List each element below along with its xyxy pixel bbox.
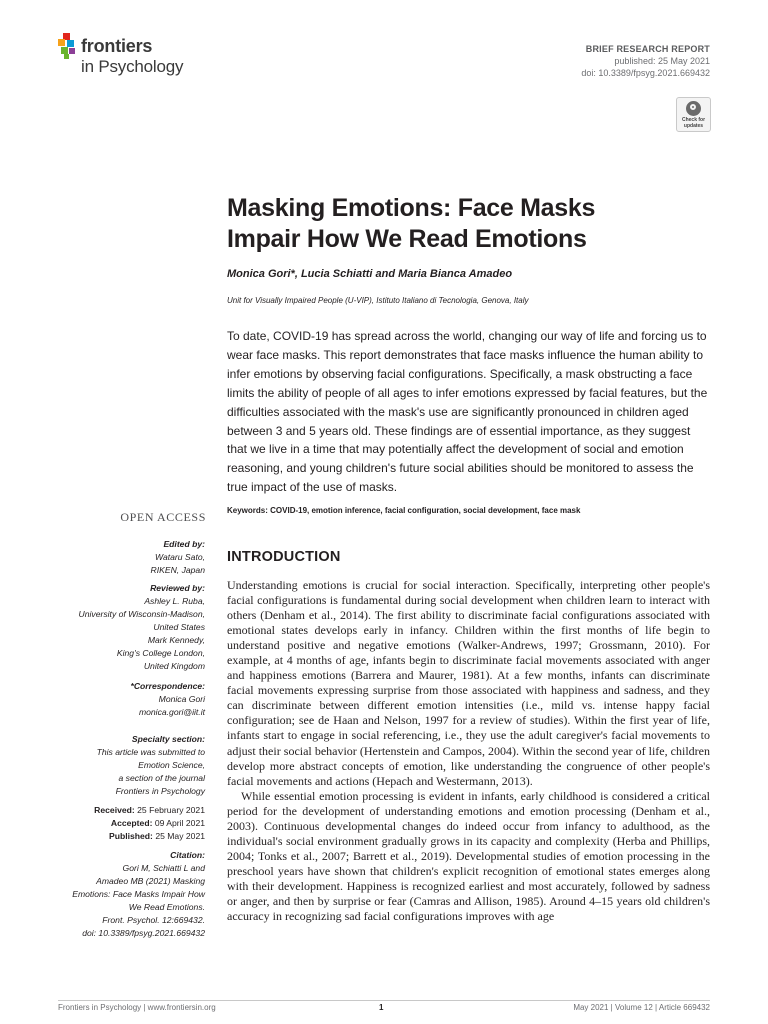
sidebar-line: Emotion Science,	[138, 760, 205, 770]
keywords-list: COVID-19, emotion inference, facial configuration, social development, face mask	[270, 506, 581, 515]
open-access-label: OPEN ACCESS	[120, 510, 206, 524]
edited-by-label: Edited by:	[163, 539, 205, 549]
section-heading-introduction: INTRODUCTION	[227, 549, 341, 565]
accepted-label: Accepted:	[110, 818, 153, 828]
keywords-label: Keywords:	[227, 506, 268, 515]
sidebar-line: King's College London,	[116, 648, 205, 658]
footer-volume-info: May 2021 | Volume 12 | Article 669432	[573, 1003, 710, 1012]
sidebar-line: Front. Psychol. 12:669432.	[102, 915, 205, 925]
sidebar-line: Monica Gori	[158, 694, 205, 704]
sidebar-line: United States	[153, 622, 205, 632]
article-dates	[94, 804, 205, 843]
introduction-body	[227, 578, 710, 924]
author-list[interactable]: Monica Gori*, Lucia Schiatti and Maria Bianca Amadeo	[227, 268, 513, 280]
page-number: 1	[379, 1003, 384, 1012]
reviewed-by	[79, 582, 205, 673]
sidebar-line: We Read Emotions.	[128, 902, 205, 912]
citation-doi[interactable]: doi: 10.3389/fpsyg.2021.669432	[82, 928, 205, 938]
paragraph: Understanding emotions is crucial for social interaction. Specifically, interpreting other people's facial configurations is fundamental during social development when children learn to interact with others (Denham et al., 2014). The first ability to discriminate facial configurations associated with emotional states develops early in infancy. Children within the first months of life begin to understand positive and negative emotions (Walker-Andrews, 1997; Grossmann, 2010). For example, at 4 months of age, infants begin to discriminate facial movements associated with anger and happiness emotions (Barrera and Maurer, 1981). At a few months, infants can discriminate facial movements expressing surprise from those associated with happiness and sadness, and they can discriminate between different emotion intensities (i.e., mild vs. intense happy facial configuration; see de Haan and Nelson, 1997 for a review of studies). Within the first year of life, infants start to engage in social referencing, i.e., they use the adult caregiver's facial movements to adjust their social behavior (Hertenstein and Campos, 2004). Within the second year of life, children develop more abstract concepts of emotion, like understanding the congruence of other people's facial movements and actions (Hepach and Westermann, 2013).	[227, 578, 710, 788]
article-meta-header	[581, 43, 710, 79]
footer-divider	[58, 1000, 710, 1001]
citation-label: Citation:	[170, 850, 205, 860]
sidebar-line: Ashley L. Ruba,	[144, 596, 205, 606]
sidebar-line: a section of the journal	[118, 773, 205, 783]
title-line-2: Impair How We Read Emotions	[227, 225, 587, 253]
correspondence-label: *Correspondence:	[130, 681, 205, 691]
reviewed-by-label: Reviewed by:	[150, 583, 205, 593]
paragraph: While essential emotion processing is evident in infants, early childhood is considered a critical period for the development of understanding emotions and emotion processing (Denham et al., 2003). Continuous developmental changes do indeed occur from infancy to adulthood, as the individual's social environment gradually grows in its capacity and complexity (Herba and Phillips, 2004; Tonks et al., 2007; Barrett et al., 2019). Developmental studies of emotion processing in the preschool years have shown that children's explicit recognition of emotional states emerges along with their development. Happiness is recognized earliest and most accurately, followed by sadness or anger, and then by surprise or fear (Camras and Allison, 1985). Around 4–15 years old children's accuracy in recognizing sad facial configurations improves with age	[227, 788, 710, 924]
accepted-date	[94, 817, 205, 830]
check-for-updates-badge[interactable]	[676, 97, 711, 132]
accepted-value: 09 April 2021	[154, 818, 205, 828]
sidebar-line: Frontiers in Psychology	[115, 786, 205, 796]
citation	[72, 849, 205, 940]
keywords	[227, 506, 580, 515]
affiliation: Unit for Visually Impaired People (U-VIP), Istituto Italiano di Tecnologia, Genova, Italy	[227, 296, 529, 305]
sidebar-line: This article was submitted to	[96, 747, 205, 757]
logo-journal-name: in Psychology	[81, 57, 184, 76]
correspondence-email[interactable]: monica.gori@iit.it	[138, 707, 205, 717]
check-updates-icon	[686, 101, 701, 116]
article-title	[227, 193, 697, 255]
specialty-label: Specialty section:	[131, 734, 205, 744]
published-date-side	[94, 830, 205, 843]
sidebar-line: Mark Kennedy,	[147, 635, 205, 645]
sidebar-line: University of Wisconsin-Madison,	[78, 609, 205, 619]
published-label: Published:	[108, 831, 153, 841]
abstract: To date, COVID-19 has spread across the world, changing our way of life and forcing us to wear face masks. This report demonstrates that face masks influence the human ability to infer emotions by observing facial configurations. Specifically, a mask obstructing a face limits the ability of people of all ages to infer emotions expressed by facial features, but the difficulties associated with the mask's use are significantly pronounced in children aged between 3 and 5 years old. These findings are of essential importance, as they suggest that we live in a time that may potentially affect the development of social and emotion reasoning, and young children's future social abilities should be monitored to assess the true impact of the use of masks.	[227, 329, 708, 495]
logo-wordmark: frontiers	[81, 36, 153, 56]
received-label: Received:	[94, 805, 135, 815]
header-doi[interactable]: doi: 10.3389/fpsyg.2021.669432	[581, 68, 710, 78]
check-updates-label: Check for updates	[681, 117, 706, 129]
footer-journal-link[interactable]: Frontiers in Psychology | www.frontiersin.org	[58, 1003, 216, 1012]
received-date	[94, 804, 205, 817]
correspondence	[131, 680, 206, 719]
edited-by	[151, 538, 205, 577]
sidebar-line: Amadeo MB (2021) Masking	[96, 876, 205, 886]
sidebar-line: United Kingdom	[143, 661, 205, 671]
article-type: BRIEF RESEARCH REPORT	[585, 44, 710, 54]
journal-logo[interactable]	[58, 33, 218, 81]
frontiers-logo-icon	[58, 33, 78, 59]
sidebar-line: Emotions: Face Masks Impair How	[72, 889, 205, 899]
sidebar-line: Wataru Sato,	[155, 552, 205, 562]
specialty-section	[97, 733, 205, 798]
published-value: 25 May 2021	[155, 831, 205, 841]
sidebar-line: Gori M, Schiatti L and	[122, 863, 205, 873]
received-value: 25 February 2021	[137, 805, 205, 815]
published-date: published: 25 May 2021	[614, 56, 710, 66]
sidebar-line: RIKEN, Japan	[150, 565, 205, 575]
title-line-1: Masking Emotions: Face Masks	[227, 194, 596, 222]
